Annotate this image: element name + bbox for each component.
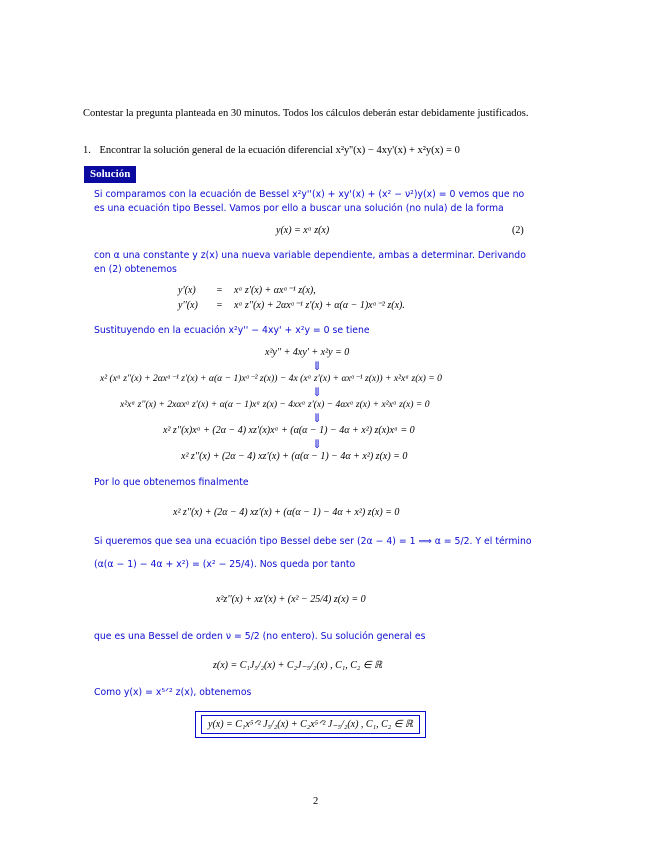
chain-step-2: x² (xᵅ z''(x) + 2αxᵅ⁻¹ z'(x) + α(α − 1)xᵅ⁻² z(x)) − 4x (xᵅ z'(x) + αxᵅ⁻¹ z(x)) + x²xᵅ z(x) = 0 [100, 373, 442, 384]
derivative-second-rhs: xᵅ z''(x) + 2αxᵅ⁻¹ z'(x) + α(α − 1)xᵅ⁻² z(x). [234, 300, 405, 311]
chain-step-4: x² z''(x)xᵅ + (2α − 4) xz'(x)xᵅ + (α(α − 1) − 4α + x²) z(x)xᵅ = 0 [163, 425, 415, 436]
chain-step-1: x²y'' + 4xy' + x²y = 0 [265, 347, 350, 358]
paragraph-bessel-condition: Si queremos que sea una ecuación tipo Bessel debe ser (2α − 4) = 1 ⟹ α = 5/2. Y el término [94, 536, 532, 547]
paragraph-substitution: Sustituyendo en la ecuación x²y'' − 4xy' + x²y = 0 se tiene [94, 325, 370, 336]
answer-equation: y(x) = C₁x⁵ᐟ² J₅/₂(x) + C₂x⁵ᐟ² J₋₅/₂(x) , C₁, C₂ ∈ ℝ [201, 715, 420, 734]
intro-paragraph: Contestar la pregunta planteada en 30 minutos. Todos los cálculos deberán estar debidamente justificados. [83, 108, 529, 119]
implies-arrow-icon: ⇓ [312, 437, 323, 451]
answer-box [195, 711, 426, 738]
chain-step-5: x² z''(x) + (2α − 4) xz'(x) + (α(α − 1) − 4α + x²) z(x) = 0 [181, 451, 408, 462]
derivative-first-eq: = [216, 285, 223, 296]
question-number: 1. [83, 145, 91, 156]
paragraph-order: que es una Bessel de orden ν = 5/2 (no entero). Su solución general es [94, 631, 426, 642]
equation-ansatz: y(x) = xᵅ z(x) [276, 225, 330, 236]
paragraph-remaining-term: (α(α − 1) − 4α + x²) = (x² − 25/4). Nos queda por tanto [94, 559, 356, 570]
page-number: 2 [313, 796, 319, 807]
paragraph-finally: Por lo que obtenemos finalmente [94, 477, 249, 488]
derivative-first-rhs: xᵅ z'(x) + αxᵅ⁻¹ z(x), [234, 285, 316, 296]
implies-arrow-icon: ⇓ [312, 385, 323, 399]
equation-final: x² z''(x) + (2α − 4) xz'(x) + (α(α − 1) − 4α + x²) z(x) = 0 [173, 507, 400, 518]
paragraph-back-substitution: Como y(x) = x⁵ᐟ² z(x), obtenemos [94, 687, 252, 698]
derivative-second-lhs: y''(x) [178, 300, 198, 311]
equation-bessel-form: x²z''(x) + xz'(x) + (x² − 25/4) z(x) = 0 [216, 594, 366, 605]
derivative-second-eq: = [216, 300, 223, 311]
implies-arrow-icon: ⇓ [312, 411, 323, 425]
paragraph-bessel-compare: Si comparamos con la ecuación de Bessel x²y''(x) + xy'(x) + (x² − ν²)y(x) = 0 vemos que no es una ecuación tipo Bessel. Vamos por ello a buscar una solución (no nula) de la forma [94, 189, 525, 214]
paragraph-derivation: con α una constante y z(x) una nueva variable dependiente, ambas a determinar. Derivando en (2) obtenemos [94, 250, 526, 275]
derivative-first-lhs: y'(x) [178, 285, 196, 296]
question-1 [83, 145, 460, 156]
solution-label: Solución [84, 166, 136, 183]
equation-number: (2) [512, 225, 524, 236]
chain-step-3: x²xᵅ z''(x) + 2xαxᵅ z'(x) + α(α − 1)xᵅ z(x) − 4xxᵅ z'(x) − 4αxᵅ z(x) + x²xᵅ z(x) = 0 [120, 399, 430, 410]
implies-arrow-icon: ⇓ [312, 359, 323, 373]
equation-z-general: z(x) = C₁J₅/₂(x) + C₂J₋₅/₂(x) , C₁, C₂ ∈ ℝ [213, 660, 383, 671]
question-text: Encontrar la solución general de la ecuación diferencial x²y''(x) − 4xy'(x) + x²y(x) = 0 [99, 145, 460, 156]
